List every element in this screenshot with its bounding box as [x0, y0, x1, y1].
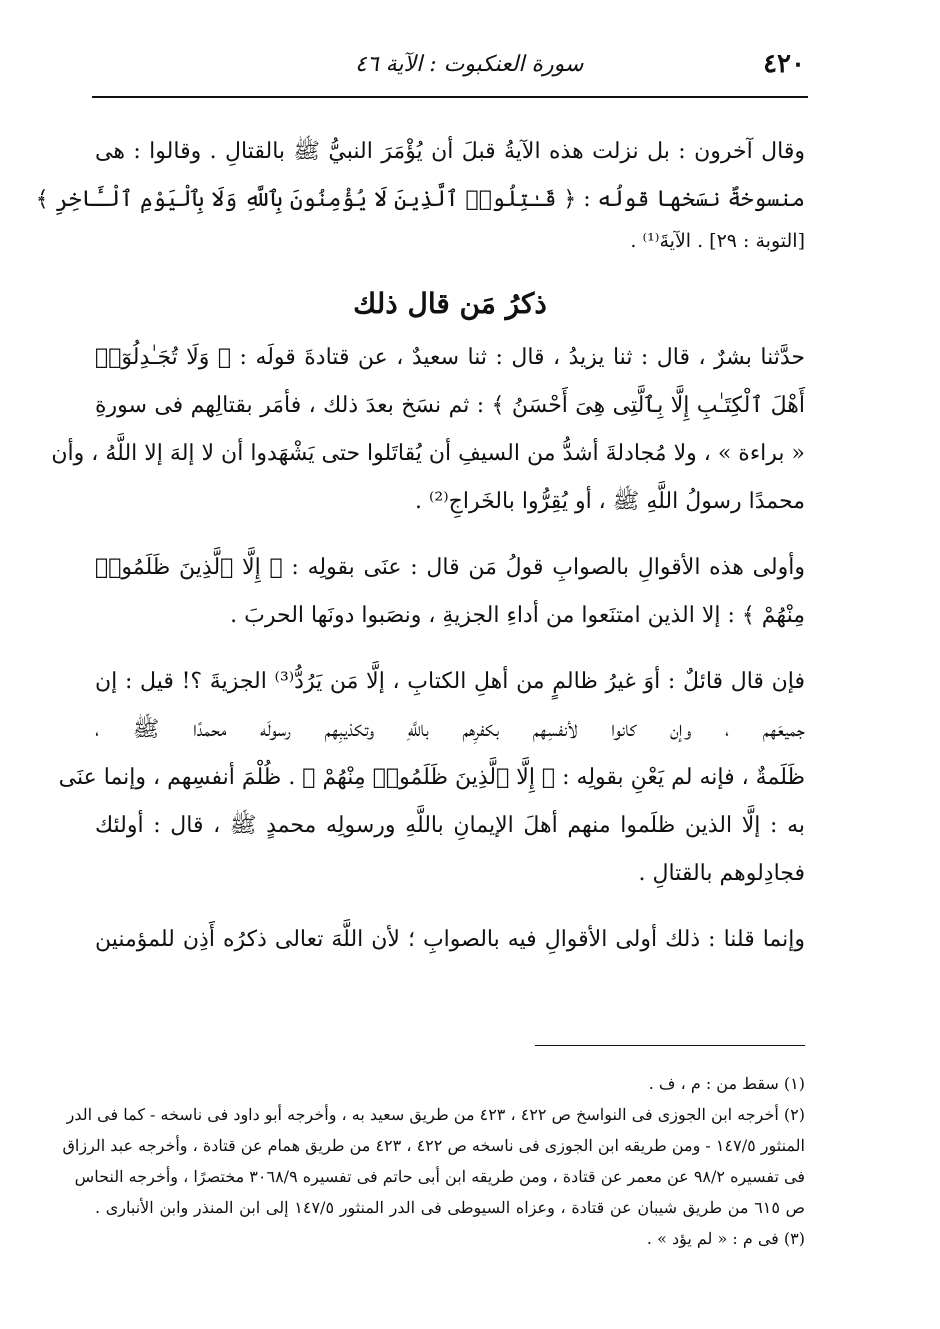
footnote-line: (٢) أخرجه ابن الجوزى فى النواسخ ص ٤٢٢ ، ٤٢٣ من طريق سعيد به ، وأخرجه أبو داود فى ناسخه - كما فى الدر — [66, 1105, 805, 1124]
text-line: وإنما قلنا : ذلك أولى الأقوالِ فيه بالصوابِ ؛ لأن اللَّهَ تعالى ذكرُه أَذِن للمؤمنين — [95, 927, 805, 952]
text-line: منسوخةٌ نسَخها قولُه : ﴿ قَـٰتِلُوا۟ ٱلَّذِينَ لَا يُؤْمِنُونَ بِٱللَّهِ وَلَا بِٱلْيَوْمِ ٱلْـَٔاخِرِ ﴾ — [35, 187, 805, 212]
footnote-line: ص ٦١٥ من طريق شيبان عن قتادة ، وعزاه السيوطى فى الدر المنثور ١٤٧/٥ إلى ابن المنذر وابن الأنبارى . — [95, 1198, 806, 1217]
footnotes — [62, 1068, 806, 1254]
text-line: [التوبة : ٢٩] . الآيةَ⁽¹⁾ . — [630, 230, 805, 252]
text-line: حدَّثنا بشرٌ ، قال : ثنا يزيدُ ، قال : ثنا سعيدٌ ، عن قتادةَ قولَه : ﴿ وَلَا تُجَـٰدِلُوٓا۟ — [95, 345, 805, 370]
text-line: « براءة » ، ولا مُجادلةَ أشدُّ من السيفِ أن يُقاتَلوا حتى يَشْهَدوا أن لا إلهَ إلا اللَّهُ ، وأن — [51, 441, 805, 466]
text-line: محمدًا رسولُ اللَّهِ ﷺ ، أو يُقِرُّوا بالخَراجِ⁽²⁾ . — [415, 489, 805, 514]
footnote-line: (٣) فى م : « لم يؤد » . — [646, 1229, 805, 1248]
footnote-line: المنثور ١٤٧/٥ - ومن طريقه ابن الجوزى فى ناسخه ص ٤٢٢ ، ٤٢٣ من طريق همام عن قتادة ، وأخرجه عبد الرزاق — [62, 1136, 805, 1155]
text-line: مِنْهُمْ ﴾ : إلا الذين امتنَعوا من أداءِ الجزيةِ ، ونصَبوا دونَها الحربَ . — [230, 603, 805, 628]
header-rule — [92, 96, 808, 98]
page-header — [95, 44, 805, 84]
page-number: ٤٢٠ — [763, 49, 805, 79]
text-line: فجادِلوهم بالقتالِ . — [638, 861, 805, 886]
text-line: فإن قال قائلٌ : أوَ غيرُ ظالمٍ من أهلِ الكتابِ ، إلَّا مَن يَرُدُّ⁽³⁾ الجزيةَ ؟! قيل : إن — [95, 669, 805, 694]
running-head: سورة العنكبوت : الآية ٤٦ — [355, 51, 584, 77]
paragraph-gap — [95, 526, 805, 544]
section-title: ذكرُ مَن قال ذلك — [353, 287, 547, 320]
paragraph-gap — [95, 898, 805, 916]
text-line: جميعَهم ، وإن كانوا لأنفسِهم بكفرِهم باللَّهِ وتكذيبِهم رسولَه محمدًا ﷺ ، — [95, 717, 805, 742]
text-line: به : إلَّا الذين ظلَموا منهم أهلَ الإيمانِ باللَّهِ ورسولِه محمدٍ ﷺ ، قال : أولئك — [95, 813, 805, 838]
text-line: أَهْلَ ٱلْكِتَـٰبِ إِلَّا بِٱلَّتِى هِىَ أَحْسَنُ ﴾ : ثم نسَخ بعدَ ذلك ، فأمَر بقتالِهم فى سورةِ — [95, 393, 805, 418]
paragraph-gap — [95, 640, 805, 658]
text-line: ظَلَمةٌ ، فإنه لم يَعْنِ بقولِه : ﴿ إِلَّا ٱلَّذِينَ ظَلَمُوا۟ مِنْهُمْ ﴾ . ظُلْمَ أنفسِهم ، وإنما عنَى — [58, 765, 805, 790]
text-line: وقال آخرون : بل نزلت هذه الآيةُ قبلَ أن يُؤْمَرَ النبيُّ ﷺ بالقتالِ . وقالوا : هى — [95, 139, 805, 164]
footnote-rule — [535, 1045, 805, 1046]
footnote-line: فى تفسيره ٩٨/٢ عن معمر عن قتادة ، ومن طريقه ابن أبى حاتم فى تفسيره ٣٠٦٨/٩ مختصرًا ، وأخرجه النحاس — [74, 1167, 805, 1186]
footnote-line: (١) سقط من : م ، ف . — [648, 1074, 805, 1093]
main-text — [35, 128, 805, 964]
text-line: وأولى هذه الأقوالِ بالصوابِ قولُ مَن قال : عنَى بقولِه : ﴿ إِلَّا ٱلَّذِينَ ظَلَمُوا۟ — [95, 555, 805, 580]
